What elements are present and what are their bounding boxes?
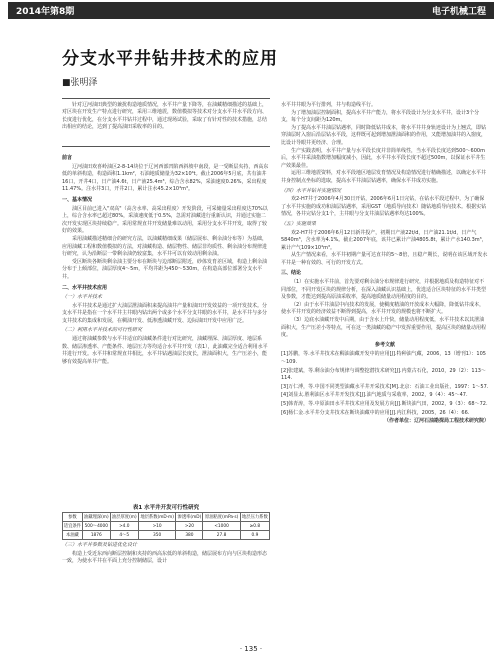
table-cell: >4.0 [110, 522, 138, 531]
table-header-row [63, 513, 270, 522]
feasibility-table [62, 512, 270, 540]
section2-4-heading: （四）水平井钻井实施情况 [281, 187, 342, 194]
table-header-cell: 地层压力系数 [240, 513, 269, 522]
table-cell: 适宜条件 [63, 522, 83, 531]
section2-heading: 二、水平井技术应用 [62, 284, 108, 291]
table-row [63, 531, 270, 540]
section2-5-heading: （五）实施效果 [281, 220, 317, 227]
table-header-cell: 原油粘度(mPa·s) [203, 513, 240, 522]
table-cell: 380 [176, 531, 203, 540]
table-header-cell: 渗透率(mD) [176, 513, 203, 522]
section1-paragraph-3: 受区断块各断块剩余油主要分布在断块与边部断层附近，砂体发育差区域，构造上剩余油分布于上倾部位，油层厚度4～5m，平均井距为450～530m，在构造高部位部署分支水平井。 [62, 258, 268, 280]
table-cell: 本油藏 [63, 531, 83, 540]
table-header-cell: 油层厚度(m) [110, 513, 138, 522]
right-paragraph-1: 水平井井眼为平行排列，井与构造线平行。 [281, 102, 377, 108]
conclusion-1: （1）在实施水平井前，首先要对剩余油分布规律进行研究，并根据地质及构造特征对不同部位，不同开发区块的规律分析，在深入油藏认识基础上，优选适合区块特征的水平井类型及参数，才能达到提高原油采收率，提高地质储量动用程度的目的。 [281, 279, 487, 301]
table-cell: >20 [176, 522, 203, 531]
table-cell: 0.9 [240, 531, 269, 540]
reference-item: [5]韩青涛，等.中原油田水平井技术应用及发展方向[J].断块油气田，2002，9（3）：68～72. [281, 400, 488, 407]
author-affiliation: （作者单位：辽河石油勘探局工程技术研究院） [383, 418, 489, 425]
section2-3-paragraph: 构造上受近东西向断层控制和夹持的西高东低的单斜构造，储层展布方向与区块构造形态一致，为使水平井在平面上充分控制储层，设计 [62, 550, 268, 565]
article-title: 分支水平井钻井技术的应用 [62, 49, 278, 69]
author-byline: ■张明泽 [62, 78, 98, 88]
table-cell: ≥0.8 [240, 522, 269, 531]
table-row [63, 522, 270, 531]
abstract-top-rule [62, 98, 270, 99]
preface-heading: 前言 [62, 155, 73, 161]
section2-5-paragraph: 欢2-H7井于2006年6月12日新井投产，初期日产液22t/d，日产油21.1t/d，日产气5840m³，含水率为4.1%。截止2007年底，该井已累计产油4805.8t，累计产水140.3m³，累计产气109×10⁴m³。 [281, 229, 487, 251]
conclusion-heading: 三、结论 [281, 270, 302, 277]
table-cell: 4～5 [110, 531, 138, 540]
reference-item: [4]刘显太.胜利油区水平井开发技术[J].油气地质与采收率，2002，9（4）：45～47. [281, 392, 468, 399]
section2-1-heading: （一）水平井技术 [62, 294, 103, 301]
right-paragraph-4: 生产实践表明，水平井产量与水平段长度并非简单线性，当水平段长度达到500～600m后，水平井采油指数增加幅度减小，因此，水平井水平段长度不超过500m，以保证水平井生产效果最佳。 [281, 147, 486, 169]
abstract-bottom-rule [62, 146, 270, 147]
journal-header-bar [8, 2, 494, 19]
section2-5-paragraph-2: 从生产情况来看，水平井初期产量可达直井的5～8倍，且稳产期长，说明在该区域开发水平井是一种有效的、可行的开发方式。 [281, 252, 488, 266]
table-cell: 27.8 [203, 531, 240, 540]
left-column [62, 152, 270, 366]
right-paragraph-5: 运用三维地震资料，对水平段地区地层发育情况及构造情况进行精确描述，以确定水平井井身控制点坐标的选取，提高水平井油层钻遇率，确保水平井成功实施。 [281, 170, 487, 184]
left-column-bottom [62, 540, 270, 566]
section2-2-heading: （二）利用水平井技术的可行性研究 [62, 327, 143, 334]
section-label: 电子机械工程 [431, 7, 486, 17]
right-paragraph-2: 为了增加油层控制面积，提高水平井产能力，将水平段设计为分支水平井，设计3个分支，每个分支间距为120m。 [281, 109, 480, 124]
reference-item: [1]苏鹏，等.水平井技术在稠油油藏开发中的应用[J].特种油气藏，2006，13（增刊1）：105～109. [281, 351, 486, 365]
table-caption: 表1 水平井开发可行性研究 [132, 505, 200, 511]
reference-item: [2]张建斌，等.剩余油分布规律与调整挖潜技术研究[J].内蒙古石化，2010，29（2）：113～114. [281, 367, 486, 382]
abstract-text: 针对辽河油田典型的兼扰构造地质情况，水平井产量下降等，在油藏精细描述的基础上，对区块在开发生产特点进行研究，采用三维地震，数值模拟等技术对分支水平井水平段方向、长度进行优化，在分支水平井钻井过程中，通过现场试验，采取了有针对性的技术措施，总结出相应的结论，达到了提高油田采收率的目的。 [62, 102, 268, 131]
section2-1-paragraph: 水平井技术是通过扩大油层泄油面积来提高油井产量和油田开发效益的一项开发技术。分支水平井是指在一个水平井主井眼内钻出两个或多个水平分支井眼的水平井，是水平井与多分支井技术的集成和发展，在稠油开发、低渗透油藏开发、边际油田开发中应用广泛。 [62, 302, 268, 324]
table-cell: <1000 [203, 522, 240, 531]
section1-heading: 一、基本情况 [62, 196, 93, 203]
preface-paragraph: 辽河油田欢喜岭油区2-8-14块位于辽河西部凹陷西斜坡中南段，是一受断层夹持，西高东低的单斜构造，构造面积1.1km²，石油地质储量为32×10⁴t。截止2006年5月底，共有油井16口，开井4口，日产油4.6t，日产液25.4m³，综合含水82%，采油速度0.26%，采出程度11.47%。注水井3口，开井2口，累计注水45.2×10⁴m³。 [62, 163, 269, 193]
section2-3-heading: （三）水平井参数及钻进优化设计 [62, 542, 138, 548]
reference-list [281, 351, 489, 417]
table-header-cell: 地层系数(mD·m) [138, 513, 176, 522]
reference-item: [3]万仁溥，等.中国不同类型油藏水平井开采技术[M].北京：石油工业出版社，1997：1～57. [281, 383, 489, 390]
table-cell: 350 [138, 531, 176, 540]
table-cell: 500～4000 [82, 522, 110, 531]
table-header-cell: 参数 [63, 513, 83, 522]
right-paragraph-3: 为了提高水平井油层钻遇率，同时降低钻井成本，将水平井井身轨迹设计为上翘式，即钻穿油层时入窗后沿层钻水平段，这样既可起到增加泄油面积的作用，又能增加油井的入窗度，比设计导眼井更经济、合理。 [281, 124, 487, 146]
table-header-cell: 油藏埋深(m) [82, 513, 110, 522]
conclusion-3: （3）边底水油藏开发中后期，由于含水上升快，储量动用程度低，水平井技术以其泄油面积大，生产压差小等特点，可在这一类油藏的稳产中发挥重要作用，提高区块的储量动用程度。 [281, 317, 487, 339]
page-number: · 135 · [239, 645, 263, 653]
issue-label: 2014年第8期 [16, 7, 75, 17]
abstract-block [62, 102, 270, 132]
references-heading: 参考文献 [374, 341, 395, 348]
section2-2-paragraph: 通过将油藏参数与水平井适宜的油藏条件进行对比研究，油藏埋深、油层厚度、地层系数、储层渗透率、产能条件、地层压力等均适合水平井开发（表1），此油藏完全适合利用水平井进行开发。水平井和常规直井相比，水平井钻遇油层长度长，泄油面积大，生产压差小，能够有效提高单井产能。 [62, 336, 268, 365]
conclusion-2: （2）由于水平井油层中向技术的发展，使稠度精油的开放成本大幅降，降低钻井成本，使水平井开发的经济效益不断得到提高，水平井开发的规模也将不断扩大。 [281, 301, 485, 316]
table-cell: >10 [138, 522, 176, 531]
section1-paragraph-2: 采用油藏描述精细合的研究方法，以油藏精细成果（储层展布、剩余油分布等）为基础，应用油藏工程和数值模拟的方法，对油藏构造、储层物性、储层非均质性、剩余油分布规律进行研究，认为沿断层一带剩余油仍较富集，水平井可以有效动用剩余油。 [62, 235, 268, 258]
section1-paragraph-1: 油区目前已进入"双高"（高含水率、高采出程度）开发阶段，可采储量采出程度达70%以上，综合含水率已超过80%，采油速度低于0.5%，急需对油藏进行重新认识，并通过实施二次开发实现区块持续稳产。采用常规直井开发储量难以动用，采用分支水平井开发，取得了较好的效果。 [62, 205, 268, 235]
table-cell: 1876 [82, 531, 110, 540]
right-column [281, 102, 489, 426]
reference-item: [6]杨仁金.水平井分支井技术在断块油藏中的应用[J].内江科技，2005，26（4）：66. [281, 409, 470, 416]
section2-4-paragraph: 欢2-H7井于2006年4月30日开钻，2006年6月1日完钻，在钻水平段过程中，为了确保了水平井实施的成功和油层钻遇率，采用GST（地质导向技术）随钻地质导向技术。根据实钻情况，各井完钻分支1个，主井眼与分支井油层钻遇率均达100%。 [281, 196, 487, 218]
